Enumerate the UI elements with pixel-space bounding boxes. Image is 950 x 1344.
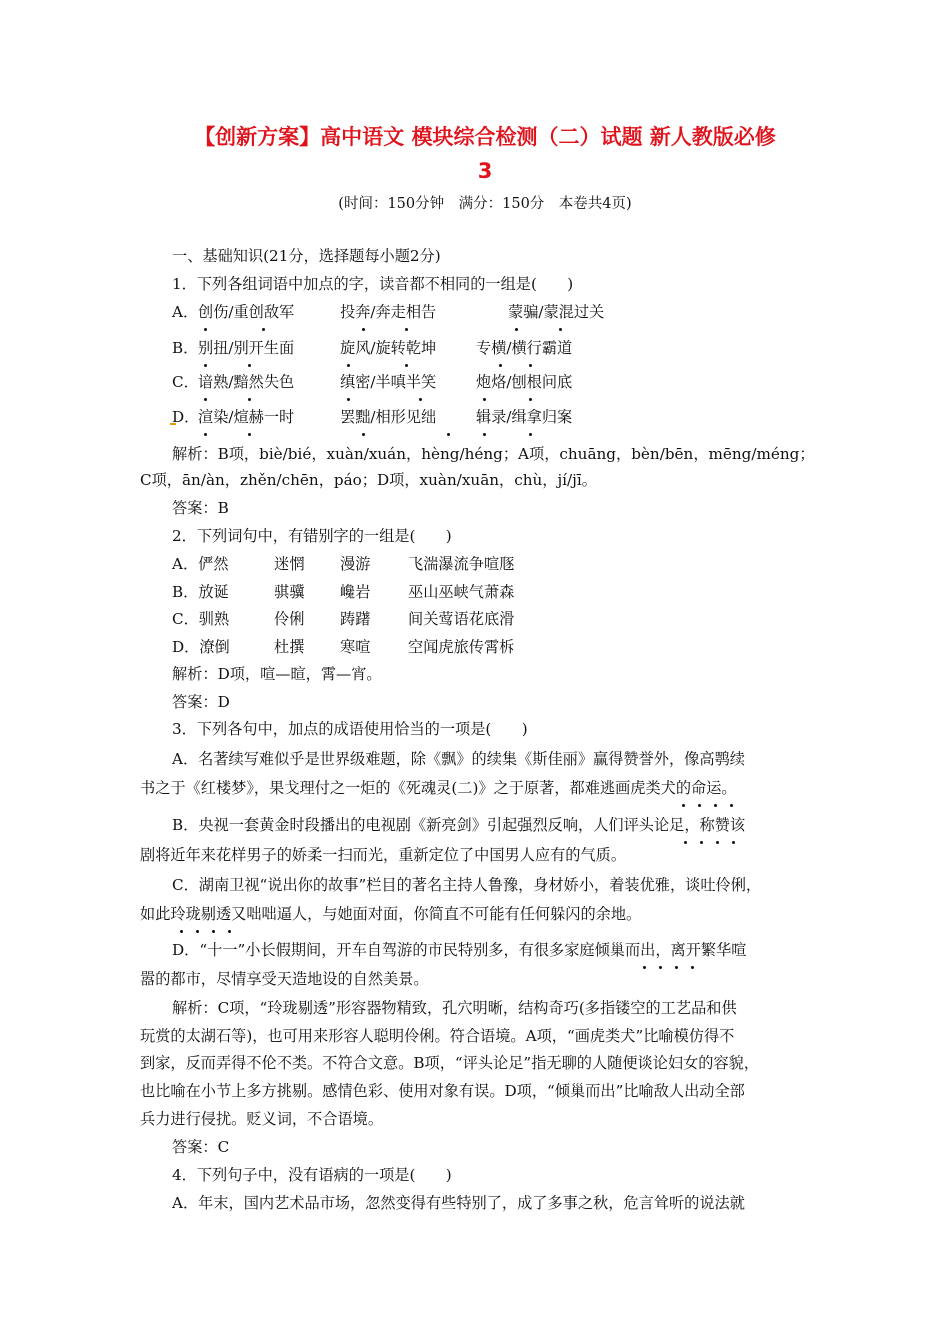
q1-option-d-label: D． bbox=[172, 408, 200, 426]
q3-option-b-line2: 剧将近年来花样男子的娇柔一扫而光，重新定位了中国男人应有的气质。 bbox=[140, 846, 626, 864]
q2-analysis: 解析：D项，喧—暄，霄—宵。 bbox=[172, 665, 382, 683]
q1-option-b-label: B． bbox=[172, 339, 199, 357]
q3-option-d-line2: 嚣的都市，尽情享受天造地设的自然美景。 bbox=[140, 970, 429, 988]
q2-row-a-4: 飞湍瀑流争喧豗 bbox=[408, 555, 515, 573]
q1-option-a-g2: 投奔/奔走相告 bbox=[340, 303, 437, 321]
q3-option-d-line1: D．“十一”小长假期间，开车自驾游的市民特别多，有很多家庭倾巢而出，离开繁华喧 bbox=[172, 941, 747, 959]
q1-answer: 答案：B bbox=[172, 499, 229, 517]
q3-option-c-line1: C．湖南卫视“说出你的故事”栏目的著名主持人鲁豫，身材娇小，着装优雅，谈吐伶俐， bbox=[172, 876, 762, 894]
q3-analysis-line5: 兵力进行侵扰。贬义词，不合语境。 bbox=[140, 1110, 383, 1128]
section-heading: 一、基础知识(21分，选择题每小题2分) bbox=[172, 247, 441, 265]
exam-meta: (时间：150分钟 满分：150分 本卷共4页) bbox=[338, 196, 632, 212]
q1-stem: 1．下列各组词语中加点的字，读音都不相同的一组是( ) bbox=[172, 275, 574, 293]
q2-answer: 答案：D bbox=[172, 693, 230, 711]
q2-stem: 2．下列词句中，有错别字的一组是( ) bbox=[172, 527, 452, 545]
q3-option-c-line2: 如此玲珑剔透又咄咄逼人，与她面对面，你简直不可能有任何躲闪的余地。 bbox=[140, 905, 642, 923]
q1-option-c-label: C． bbox=[172, 373, 199, 391]
q4-option-a-line1: A．年末，国内艺术品市场，忽然变得有些特别了，成了多事之秋，危言耸听的说法就 bbox=[172, 1194, 745, 1212]
q1-option-b-g1: 别扭/别开生面 bbox=[198, 339, 295, 357]
q1-option-d-g1: 渲染/煊赫一时 bbox=[198, 408, 295, 426]
document-title-line2: 3 bbox=[477, 159, 493, 183]
q1-option-d-g3: 辑录/缉拿归案 bbox=[476, 408, 573, 426]
q3-analysis-line1: 解析：C项，“玲珑剔透”形容器物精致，孔穴明晰，结构奇巧(多指镂空的工艺品和供 bbox=[172, 999, 737, 1017]
q2-row-b-2: 骐骥 bbox=[274, 583, 305, 601]
q3-analysis-line3: 到家，反而弄得不伦不类。不符合文意。B项，“评头论足”指无聊的人随便谈论妇女的容貌， bbox=[140, 1054, 760, 1072]
q2-row-c-4: 间关莺语花底滑 bbox=[408, 610, 515, 628]
document-title: 【创新方案】高中语文 模块综合检测（二）试题 新人教版必修 bbox=[194, 125, 776, 149]
q2-row-d-3: 寒喧 bbox=[340, 638, 371, 656]
q1-option-c-g2: 缜密/半嗔半笑 bbox=[340, 373, 437, 391]
q1-option-b-g3: 专横/横行霸道 bbox=[476, 339, 573, 357]
q2-row-b-1: B．放诞 bbox=[172, 583, 229, 601]
q1-option-d-g2: 罢黜/相形见绌 bbox=[340, 408, 437, 426]
q2-row-b-4: 巫山巫峡气萧森 bbox=[408, 583, 515, 601]
q1-option-b-g2: 旋风/旋转乾坤 bbox=[340, 339, 437, 357]
q2-row-b-3: 巉岩 bbox=[340, 583, 371, 601]
q4-stem: 4．下列句子中，没有语病的一项是( ) bbox=[172, 1166, 452, 1184]
q1-option-a-g3: 蒙骗/蒙混过关 bbox=[508, 303, 605, 321]
q2-row-d-2: 杜撰 bbox=[274, 638, 305, 656]
q1-analysis-line2: C项，ān/àn，zhěn/chēn，páo；D项，xuàn/xuān，chù，jí/jī。 bbox=[140, 471, 597, 489]
q3-option-b-line1: B．央视一套黄金时段播出的电视剧《新亮剑》引起强烈反响，人们评头论足，称赞该 bbox=[172, 816, 746, 834]
q2-row-a-1: A．俨然 bbox=[172, 555, 229, 573]
q3-option-a-line2: 书之于《红楼梦》，果戈理付之一炬的《死魂灵(二)》之于原著，都难逃画虎类犬的命运。 bbox=[140, 779, 737, 797]
q3-stem: 3．下列各句中，加点的成语使用恰当的一项是( ) bbox=[172, 720, 528, 738]
q3-analysis-line2: 玩赏的太湖石等)，也可用来形容人聪明伶俐。符合语境。A项，“画虎类犬”比喻模仿得不 bbox=[140, 1027, 735, 1045]
q2-row-d-1: D．潦倒 bbox=[172, 638, 230, 656]
q1-option-a-label: A． bbox=[172, 303, 199, 321]
q1-option-a-g1: 创伤/重创敌军 bbox=[198, 303, 295, 321]
q2-row-a-2: 迷惘 bbox=[274, 555, 305, 573]
q2-row-d-4: 空闻虎旅传霄柝 bbox=[408, 638, 515, 656]
q2-row-a-3: 漫游 bbox=[340, 555, 371, 573]
q1-analysis-line1: 解析：B项，biè/bié，xuàn/xuán，hèng/héng；A项，chuāng，bèn/bēn，mēng/méng； bbox=[172, 445, 815, 463]
q1-option-c-g3: 炮烙/刨根问底 bbox=[476, 373, 573, 391]
q3-answer: 答案：C bbox=[172, 1138, 230, 1156]
q3-analysis-line4: 也比喻在小节上多方挑剔。感情色彩、使用对象有误。D项，“倾巢而出”比喻敌人出动全部 bbox=[140, 1082, 745, 1100]
q1-option-c-g1: 谙熟/黯然失色 bbox=[198, 373, 295, 391]
q3-option-a-line1: A．名著续写难似乎是世界级难题，除《飘》的续集《斯佳丽》赢得赞誉外，像高鹗续 bbox=[172, 750, 745, 768]
q2-row-c-1: C．驯熟 bbox=[172, 610, 230, 628]
q2-row-c-2: 伶俐 bbox=[274, 610, 305, 628]
q2-row-c-3: 踌躇 bbox=[340, 610, 371, 628]
